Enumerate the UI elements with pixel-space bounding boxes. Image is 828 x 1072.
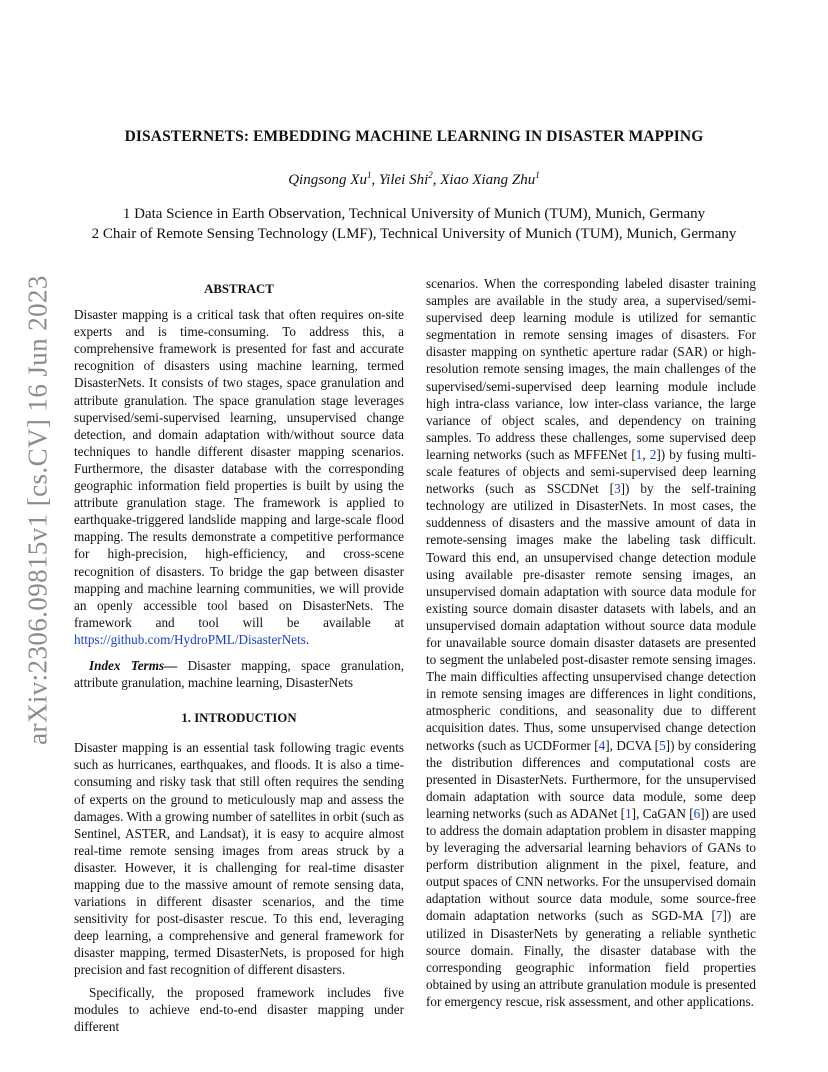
body-text: ]) by the self-training technology are utilized in DisasterNets. In most cases, the suddenness of disasters and the massive amount of data in remote-sensing images make the labeling task difficult. Toward this end, an unsupervised change detection module using available pre-disaster remote sensing images, an unsupervised domain adaptation with source data module for existing source domain disaster datasets with labels, and an unsupervised domain adaptation without source data module for unavailable source domain disaster datasets are presented to segment the unlabeled post-disaster remote sensing images. The main difficulties affecting unsupervised change detection in remote sensing images are differences in light conditions, atmospheric conditions, and seasonality due to different acquisition dates. Thus, some unsupervised change detection networks (such as UCDFormer [	[426, 481, 756, 753]
right-column	[426, 275, 756, 1010]
body-text: ]) by fusing multi-scale features of objects and semi-supervised deep learning networks (such as SSCDNet [	[426, 446, 756, 497]
left-column	[74, 281, 404, 1035]
index-terms-label: Index Terms—	[89, 657, 178, 673]
author-name: Xiao Xiang Zhu	[440, 172, 536, 188]
index-terms-text: Disaster mapping, space granulation, attribute granulation, machine learning, DisasterNets	[74, 657, 404, 691]
abstract-paragraph: Disaster mapping is a critical task that often requires on-site experts and is time-consuming. To address this, a comprehensive framework is presented for fast and accurate recognition of disasters using machine learning, termed DisasterNets. It consists of two stages, space granulation and attribute granulation. The space granulation stage leverages supervised/semi-supervised learning, unsupervised change detection, and domain adaptation with/without source data techniques to handle different disaster mapping scenarios. Furthermore, the disaster database with the corresponding geographic information field properties is built by using the attribute granulation stage. The framework is applied to earthquake-triggered landslide mapping and large-scale flood mapping. The results demonstrate a competitive performance for high-precision, high-efficiency, and cross-scene recognition of disasters. To bridge the gap between disaster mapping and machine learning communities, we will provide an openly accessible tool based on DisasterNets. The framework and tool will be available at https://github.com/HydroPML/DisasterNets.	[74, 307, 404, 647]
author-affiliation-mark: 1	[535, 170, 540, 180]
intro-paragraph-continued	[426, 275, 756, 1010]
citation-link[interactable]: 6	[693, 805, 701, 821]
intro-paragraph-2: Specifically, the proposed framework includes five modules to achieve end-to-end disaster mapping under different	[74, 984, 404, 1034]
body-text: ]) are utilized in DisasterNets by generating a reliable synthetic source domain. Finally, the disaster database with the corresponding geographic information field properties obtained by using an attribute granulation module is presented for emergency rescue, risk assessment, and other applications.	[426, 908, 756, 1009]
body-text: ]) are used to address the domain adaptation problem in disaster mapping by leveraging the adversarial learning behaviors of GANs to perform distribution alignment in the pixel, feature, and output spaces of CNN networks. For the unsupervised domain adaptation without source data module, some source-free domain adaptation networks (such as SGD-MA [	[426, 805, 756, 924]
citation-link[interactable]: 2	[649, 446, 657, 462]
author-list: Qingsong Xu$^1$, Yilei Shi$^2$, Xiao Xiang Zhu$^1$	[288, 170, 540, 188]
affiliation-1: 1 Data Science in Earth Observation, Technical University of Munich (TUM), Munich, Germany	[122, 206, 706, 222]
citation-link[interactable]: 5	[659, 737, 666, 753]
body-text: ,	[642, 446, 650, 462]
citation-link[interactable]: 1	[625, 805, 632, 821]
paper-title: DISASTERNETS: EMBEDDING MACHINE LEARNING IN DISASTER MAPPING	[124, 128, 704, 145]
introduction-heading: 1. INTRODUCTION	[181, 711, 297, 726]
author-name: Yilei Shi	[378, 172, 429, 188]
citation-link[interactable]: 7	[715, 908, 723, 924]
intro-paragraph-1: Disaster mapping is an essential task following tragic events such as hurricanes, earthquakes, and floods. It is also a time-consuming and risky task that still often requires the sending of experts on the ground to meticulously map and assess the damages. With a growing number of satellites in orbit (such as Sentinel, ASTER, and Landsat), it is easy to acquire almost real-time remote sensing images from areas struck by a disaster. However, it is challenging for real-time disaster mapping due to the massive amount of remote sensing data, variations in different disaster scenarios, and the time sensitivity for post-disaster rescue. To this end, leveraging deep learning, a comprehensive and general framework for disaster mapping, termed DisasterNets, is proposed for high precision and fast recognition of different disasters.	[74, 740, 404, 978]
body-text: scenarios. When the corresponding labeled disaster training samples are available in the study area, a supervised/semi-supervised deep learning module is utilized for semantic segmentation in remote sensing images of disasters. For disaster mapping on synthetic aperture radar (SAR) or high-resolution remote sensing images, the main challenges of the supervised/semi-supervised deep learning module include high intra-class variance, low inter-class variance, the large variance of object scales, and dependency on training samples. To address these challenges, some supervised deep learning networks (such as MFFENet [	[426, 276, 756, 462]
citation-link[interactable]: 3	[614, 481, 621, 497]
github-link[interactable]: https://github.com/HydroPML/DisasterNets	[74, 631, 306, 647]
index-terms	[74, 657, 404, 691]
body-text: ], CaGAN [	[631, 805, 694, 821]
arxiv-sidebar-stamp	[20, 275, 56, 745]
affiliation-2: 2 Chair of Remote Sensing Technology (LMF), Technical University of Munich (TUM), Munich, Germany	[91, 226, 737, 242]
body-text: ], DCVA [	[605, 737, 660, 753]
author-affiliation-mark: 2	[428, 170, 433, 180]
body-text: ]) by considering the distribution differences and computational costs are presented in DisasterNets. Furthermore, for the unsupervised domain adaptation with source data module, some deep learning networks (such as ADANet [	[426, 737, 757, 821]
abstract-text: Disaster mapping is a critical task that often requires on-site experts and is time-consuming. To address this, a comprehensive framework is presented for fast and accurate recognition of disasters using machine learning, termed DisasterNets. It consists of two stages, space granulation and attribute granulation. The space granulation stage leverages supervised/semi-supervised learning, unsupervised change detection, and domain adaptation with/without source data techniques to handle different disaster mapping scenarios. Furthermore, the disaster database with the corresponding geographic information field properties is built by using the attribute granulation stage. The framework is applied to earthquake-triggered landslide mapping and large-scale flood mapping. The results demonstrate a competitive performance for high-precision, high-efficiency, and cross-scene recognition of disasters. To bridge the gap between disaster mapping and machine learning communities, we will provide an openly accessible tool based on DisasterNets. The framework and tool will be available at	[74, 307, 404, 630]
arxiv-identifier: arXiv:2306.09815v1 [cs.CV] 16 Jun 2023	[22, 275, 53, 745]
author-affiliation-mark: 1	[366, 170, 372, 180]
author-name: Qingsong Xu	[288, 172, 367, 188]
abstract-heading: ABSTRACT	[204, 282, 274, 296]
citation-link[interactable]: 4	[598, 737, 606, 753]
citation-link[interactable]: 1	[635, 446, 643, 462]
